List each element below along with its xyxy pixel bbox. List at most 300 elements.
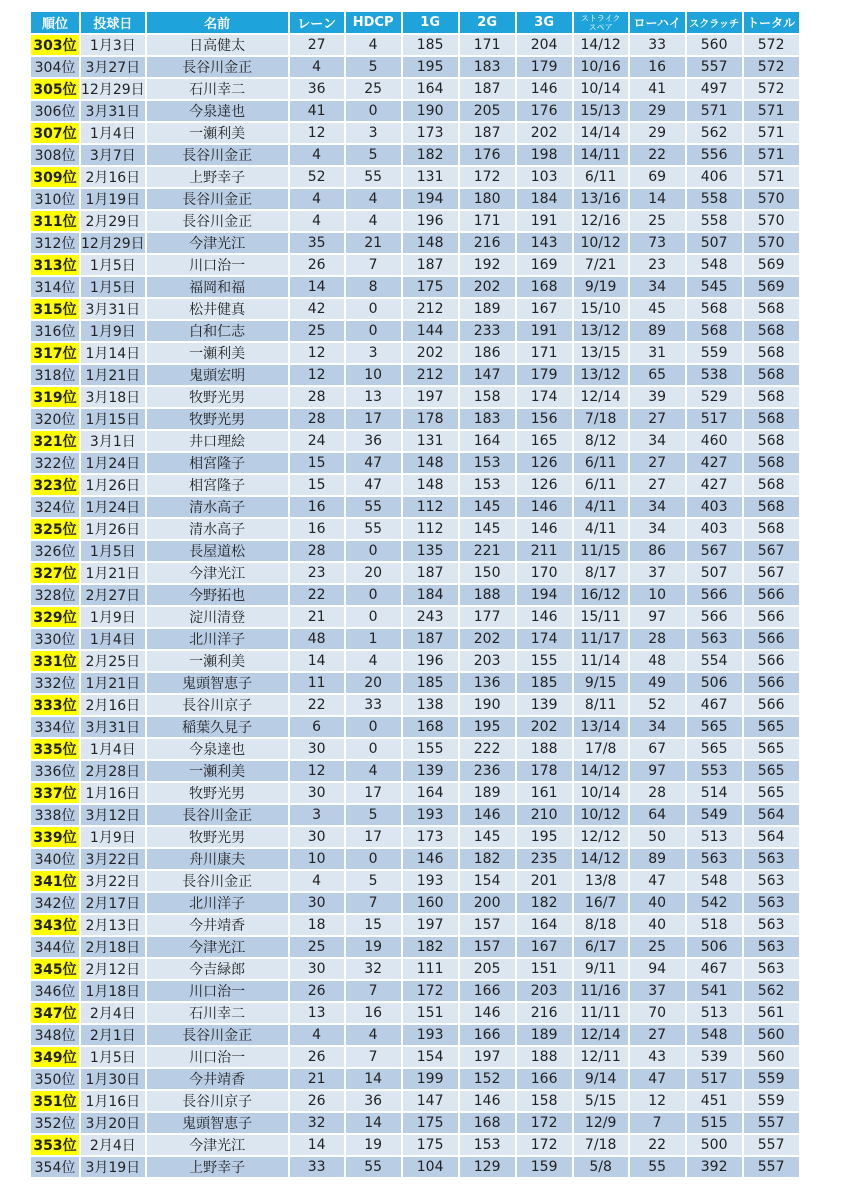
low-high-cell: 31 [630,343,687,365]
game1-cell: 154 [403,1047,460,1069]
date-cell: 1月24日 [81,453,147,475]
low-high-cell: 29 [630,101,687,123]
header-game2: 2G [460,12,517,35]
game3-cell: 210 [517,805,574,827]
hdcp-cell: 3 [346,343,403,365]
lane-cell: 4 [290,1025,346,1047]
rank-cell: 312位 [31,233,81,255]
game3-cell: 198 [517,145,574,167]
table-row [31,585,801,607]
rank-cell: 322位 [31,453,81,475]
low-high-cell: 10 [630,585,687,607]
date-cell: 2月13日 [81,915,147,937]
table-row [31,871,801,893]
table-row [31,673,801,695]
table-row [31,233,801,255]
game1-cell: 190 [403,101,460,123]
date-cell: 1月26日 [81,519,147,541]
table-row [31,255,801,277]
date-cell: 1月26日 [81,475,147,497]
rank-cell: 306位 [31,101,81,123]
game3-cell: 203 [517,981,574,1003]
game1-cell: 131 [403,431,460,453]
game2-cell: 200 [460,893,517,915]
rank-cell: 347位 [31,1003,81,1025]
name-cell: 一瀬利美 [147,651,290,673]
game1-cell: 173 [403,123,460,145]
game2-cell: 157 [460,937,517,959]
scratch-cell: 518 [687,915,744,937]
game1-cell: 195 [403,57,460,79]
total-cell: 563 [744,849,801,871]
hdcp-cell: 20 [346,563,403,585]
name-cell: 牧野光男 [147,783,290,805]
hdcp-cell: 0 [346,299,403,321]
game2-cell: 202 [460,629,517,651]
low-high-cell: 48 [630,651,687,673]
date-cell: 1月24日 [81,497,147,519]
hdcp-cell: 4 [346,35,403,57]
low-high-cell: 55 [630,1157,687,1179]
lane-cell: 12 [290,123,346,145]
hdcp-cell: 7 [346,1047,403,1069]
game3-cell: 143 [517,233,574,255]
total-cell: 568 [744,409,801,431]
header-strike-spare [574,12,630,35]
total-cell: 566 [744,629,801,651]
game2-cell: 153 [460,475,517,497]
total-cell: 571 [744,167,801,189]
low-high-cell: 47 [630,871,687,893]
scratch-cell: 403 [687,497,744,519]
strike-spare-cell: 8/17 [574,563,630,585]
game1-cell: 202 [403,343,460,365]
name-cell: 長谷川京子 [147,695,290,717]
scratch-cell: 538 [687,365,744,387]
strike-spare-cell: 4/11 [574,497,630,519]
game3-cell: 161 [517,783,574,805]
game1-cell: 160 [403,893,460,915]
date-cell: 3月22日 [81,871,147,893]
game3-cell: 188 [517,739,574,761]
game2-cell: 216 [460,233,517,255]
hdcp-cell: 0 [346,607,403,629]
name-cell: 石川幸二 [147,79,290,101]
rank-cell: 352位 [31,1113,81,1135]
game1-cell: 182 [403,145,460,167]
low-high-cell: 28 [630,783,687,805]
hdcp-cell: 19 [346,937,403,959]
name-cell: 上野幸子 [147,1157,290,1179]
game3-cell: 156 [517,409,574,431]
scratch-cell: 539 [687,1047,744,1069]
total-cell: 572 [744,57,801,79]
total-cell: 557 [744,1113,801,1135]
header-total: トータル [744,12,801,35]
lane-cell: 30 [290,893,346,915]
hdcp-cell: 19 [346,1135,403,1157]
game2-cell: 187 [460,123,517,145]
name-cell: 相宮隆子 [147,453,290,475]
name-cell: 川口治一 [147,255,290,277]
strike-spare-cell: 4/11 [574,519,630,541]
total-cell: 557 [744,1135,801,1157]
game1-cell: 194 [403,189,460,211]
total-cell: 568 [744,453,801,475]
date-cell: 2月4日 [81,1135,147,1157]
name-cell: 今津光江 [147,937,290,959]
game3-cell: 204 [517,35,574,57]
strike-spare-cell: 15/11 [574,607,630,629]
rank-cell: 314位 [31,277,81,299]
game3-cell: 146 [517,519,574,541]
rank-cell: 342位 [31,893,81,915]
date-cell: 1月5日 [81,277,147,299]
game3-cell: 155 [517,651,574,673]
table-row [31,321,801,343]
name-cell: 長谷川金正 [147,145,290,167]
scratch-cell: 558 [687,211,744,233]
game1-cell: 173 [403,827,460,849]
total-cell: 563 [744,959,801,981]
header-scratch: スクラッチ [687,12,744,35]
low-high-cell: 45 [630,299,687,321]
low-high-cell: 22 [630,1135,687,1157]
rank-cell: 349位 [31,1047,81,1069]
hdcp-cell: 7 [346,981,403,1003]
rank-cell: 337位 [31,783,81,805]
game2-cell: 136 [460,673,517,695]
game1-cell: 196 [403,651,460,673]
lane-cell: 26 [290,255,346,277]
table-row [31,475,801,497]
date-cell: 1月4日 [81,629,147,651]
game1-cell: 155 [403,739,460,761]
table-row [31,651,801,673]
low-high-cell: 34 [630,497,687,519]
hdcp-cell: 8 [346,277,403,299]
game2-cell: 146 [460,805,517,827]
game2-cell: 190 [460,695,517,717]
strike-spare-cell: 11/15 [574,541,630,563]
hdcp-cell: 7 [346,255,403,277]
scratch-cell: 556 [687,145,744,167]
total-cell: 567 [744,541,801,563]
total-cell: 568 [744,343,801,365]
game3-cell: 201 [517,871,574,893]
game1-cell: 193 [403,805,460,827]
scratch-cell: 506 [687,937,744,959]
game2-cell: 205 [460,101,517,123]
lane-cell: 32 [290,1113,346,1135]
date-cell: 1月5日 [81,255,147,277]
name-cell: 鬼頭智恵子 [147,1113,290,1135]
hdcp-cell: 15 [346,915,403,937]
hdcp-cell: 55 [346,497,403,519]
lane-cell: 48 [290,629,346,651]
scratch-cell: 545 [687,277,744,299]
scratch-cell: 403 [687,519,744,541]
hdcp-cell: 0 [346,101,403,123]
name-cell: 川口治一 [147,981,290,1003]
name-cell: 白和仁志 [147,321,290,343]
rank-cell: 309位 [31,167,81,189]
name-cell: 稲葉久見子 [147,717,290,739]
strike-spare-cell: 10/16 [574,57,630,79]
rank-cell: 354位 [31,1157,81,1179]
hdcp-cell: 4 [346,1025,403,1047]
lane-cell: 11 [290,673,346,695]
strike-spare-cell: 17/8 [574,739,630,761]
rank-cell: 344位 [31,937,81,959]
lane-cell: 4 [290,57,346,79]
rank-cell: 320位 [31,409,81,431]
game2-cell: 182 [460,849,517,871]
game3-cell: 179 [517,57,574,79]
table-row [31,1003,801,1025]
strike-spare-cell: 12/14 [574,387,630,409]
game2-cell: 164 [460,431,517,453]
hdcp-cell: 5 [346,805,403,827]
table-row [31,805,801,827]
strike-spare-cell: 13/15 [574,343,630,365]
rank-cell: 341位 [31,871,81,893]
hdcp-cell: 10 [346,365,403,387]
game2-cell: 166 [460,981,517,1003]
lane-cell: 26 [290,1091,346,1113]
game2-cell: 177 [460,607,517,629]
game2-cell: 195 [460,717,517,739]
header-game3: 3G [517,12,574,35]
hdcp-cell: 7 [346,893,403,915]
date-cell: 3月31日 [81,299,147,321]
total-cell: 565 [744,739,801,761]
game1-cell: 243 [403,607,460,629]
rank-cell: 329位 [31,607,81,629]
total-cell: 566 [744,695,801,717]
date-cell: 3月31日 [81,717,147,739]
rank-cell: 340位 [31,849,81,871]
total-cell: 571 [744,101,801,123]
lane-cell: 12 [290,365,346,387]
hdcp-cell: 33 [346,695,403,717]
lane-cell: 25 [290,321,346,343]
game1-cell: 187 [403,629,460,651]
header-strike-label: ストライク [580,13,621,23]
lane-cell: 30 [290,959,346,981]
name-cell: 舟川康夫 [147,849,290,871]
scratch-cell: 515 [687,1113,744,1135]
rank-cell: 303位 [31,35,81,57]
game3-cell: 178 [517,761,574,783]
low-high-cell: 14 [630,189,687,211]
low-high-cell: 70 [630,1003,687,1025]
game2-cell: 188 [460,585,517,607]
total-cell: 560 [744,1025,801,1047]
strike-spare-cell: 11/11 [574,1003,630,1025]
scratch-cell: 392 [687,1157,744,1179]
game1-cell: 196 [403,211,460,233]
name-cell: 長谷川金正 [147,1025,290,1047]
name-cell: 福岡和福 [147,277,290,299]
date-cell: 3月7日 [81,145,147,167]
lane-cell: 15 [290,475,346,497]
game2-cell: 183 [460,409,517,431]
total-cell: 567 [744,563,801,585]
table-row [31,1113,801,1135]
game3-cell: 169 [517,255,574,277]
low-high-cell: 27 [630,453,687,475]
date-cell: 1月19日 [81,189,147,211]
game1-cell: 139 [403,761,460,783]
table-row [31,827,801,849]
lane-cell: 18 [290,915,346,937]
low-high-cell: 43 [630,1047,687,1069]
rank-cell: 334位 [31,717,81,739]
name-cell: 牧野光男 [147,409,290,431]
game1-cell: 138 [403,695,460,717]
hdcp-cell: 3 [346,123,403,145]
lane-cell: 33 [290,1157,346,1179]
header-game1: 1G [403,12,460,35]
game1-cell: 172 [403,981,460,1003]
rank-cell: 336位 [31,761,81,783]
game2-cell: 202 [460,277,517,299]
total-cell: 571 [744,145,801,167]
date-cell: 2月4日 [81,1003,147,1025]
low-high-cell: 67 [630,739,687,761]
header-low-high: ローハイ [630,12,687,35]
rank-cell: 307位 [31,123,81,145]
game3-cell: 189 [517,1025,574,1047]
game2-cell: 157 [460,915,517,937]
game2-cell: 171 [460,35,517,57]
low-high-cell: 94 [630,959,687,981]
game2-cell: 145 [460,827,517,849]
name-cell: 一瀬利美 [147,123,290,145]
game3-cell: 165 [517,431,574,453]
game2-cell: 186 [460,343,517,365]
name-cell: 長谷川金正 [147,189,290,211]
game1-cell: 164 [403,79,460,101]
total-cell: 568 [744,431,801,453]
lane-cell: 28 [290,409,346,431]
hdcp-cell: 32 [346,959,403,981]
name-cell: 長谷川金正 [147,871,290,893]
hdcp-cell: 55 [346,1157,403,1179]
hdcp-cell: 4 [346,761,403,783]
game1-cell: 148 [403,233,460,255]
table-row [31,893,801,915]
rank-cell: 353位 [31,1135,81,1157]
date-cell: 2月18日 [81,937,147,959]
strike-spare-cell: 6/11 [574,167,630,189]
low-high-cell: 16 [630,57,687,79]
name-cell: 石川幸二 [147,1003,290,1025]
scratch-cell: 507 [687,563,744,585]
game3-cell: 164 [517,915,574,937]
game2-cell: 233 [460,321,517,343]
strike-spare-cell: 11/14 [574,651,630,673]
name-cell: 川口治一 [147,1047,290,1069]
total-cell: 562 [744,981,801,1003]
low-high-cell: 12 [630,1091,687,1113]
hdcp-cell: 20 [346,673,403,695]
name-cell: 相宮隆子 [147,475,290,497]
name-cell: 鬼頭宏明 [147,365,290,387]
low-high-cell: 22 [630,145,687,167]
game3-cell: 151 [517,959,574,981]
date-cell: 1月4日 [81,123,147,145]
name-cell: 長屋道松 [147,541,290,563]
table-row [31,1157,801,1179]
date-cell: 2月28日 [81,761,147,783]
game3-cell: 174 [517,629,574,651]
game1-cell: 151 [403,1003,460,1025]
lane-cell: 22 [290,695,346,717]
game2-cell: 158 [460,387,517,409]
game3-cell: 216 [517,1003,574,1025]
game2-cell: 221 [460,541,517,563]
hdcp-cell: 25 [346,79,403,101]
strike-spare-cell: 5/8 [574,1157,630,1179]
game2-cell: 192 [460,255,517,277]
name-cell: 今津光江 [147,233,290,255]
name-cell: 淀川清登 [147,607,290,629]
scratch-cell: 558 [687,189,744,211]
date-cell: 1月9日 [81,607,147,629]
strike-spare-cell: 6/17 [574,937,630,959]
strike-spare-cell: 12/16 [574,211,630,233]
scratch-cell: 571 [687,101,744,123]
hdcp-cell: 4 [346,211,403,233]
game3-cell: 170 [517,563,574,585]
lane-cell: 28 [290,541,346,563]
game1-cell: 175 [403,1113,460,1135]
game2-cell: 168 [460,1113,517,1135]
name-cell: 井口理絵 [147,431,290,453]
table-row [31,1091,801,1113]
hdcp-cell: 0 [346,717,403,739]
low-high-cell: 7 [630,1113,687,1135]
hdcp-cell: 21 [346,233,403,255]
game3-cell: 195 [517,827,574,849]
strike-spare-cell: 7/18 [574,1135,630,1157]
low-high-cell: 64 [630,805,687,827]
date-cell: 1月14日 [81,343,147,365]
name-cell: 長谷川金正 [147,211,290,233]
table-row [31,761,801,783]
lane-cell: 28 [290,387,346,409]
name-cell: 一瀬利美 [147,761,290,783]
total-cell: 566 [744,651,801,673]
strike-spare-cell: 9/11 [574,959,630,981]
date-cell: 3月22日 [81,849,147,871]
scratch-cell: 541 [687,981,744,1003]
table-row [31,343,801,365]
game3-cell: 167 [517,937,574,959]
low-high-cell: 34 [630,717,687,739]
date-cell: 2月29日 [81,211,147,233]
rank-cell: 323位 [31,475,81,497]
game1-cell: 147 [403,1091,460,1113]
rank-cell: 331位 [31,651,81,673]
scratch-cell: 427 [687,453,744,475]
scratch-cell: 566 [687,585,744,607]
lane-cell: 36 [290,79,346,101]
game3-cell: 191 [517,321,574,343]
name-cell: 清水高子 [147,497,290,519]
